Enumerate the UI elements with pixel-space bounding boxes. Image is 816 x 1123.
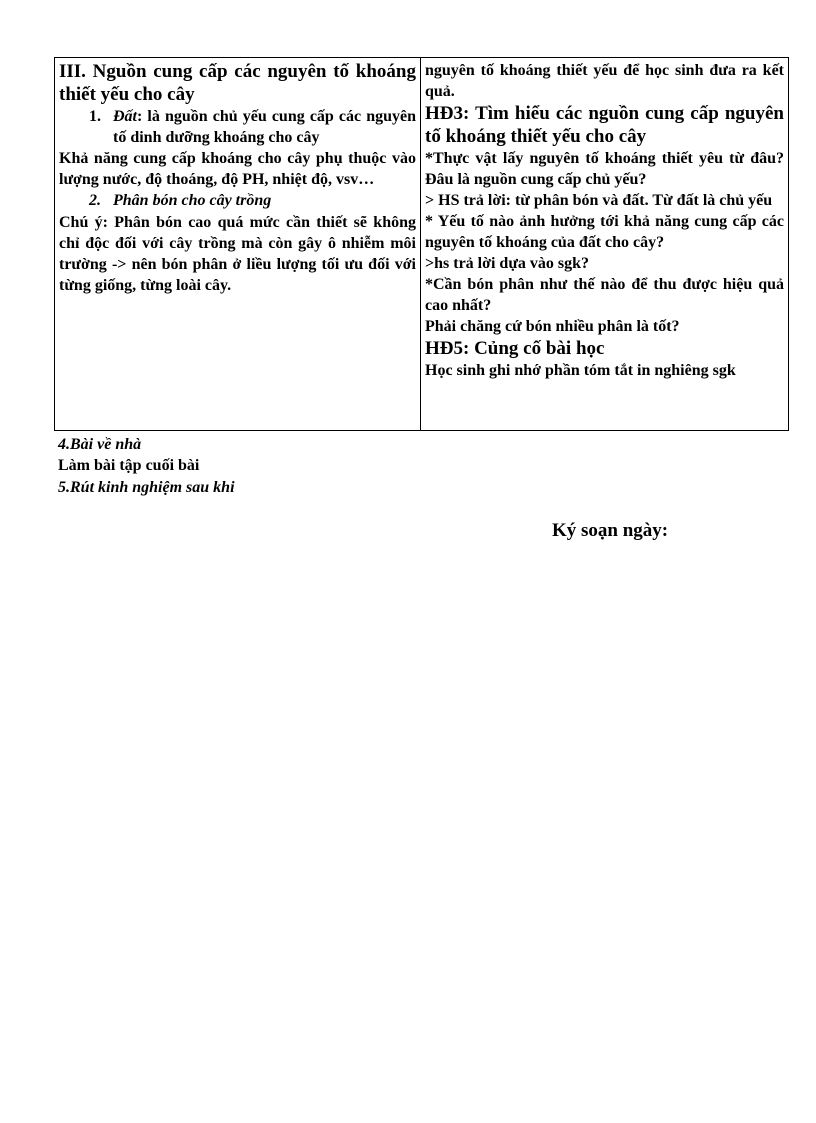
continued-line: nguyên tố khoáng thiết yếu để học sinh đưa ra kết quả.	[425, 62, 784, 100]
item-number: 1.	[89, 108, 101, 125]
item-phan-bon	[89, 190, 416, 212]
answer-1: > HS trả lời: từ phân bón và đất. Từ đất là chủ yếu	[425, 192, 773, 209]
signature-date-label: Ký soạn ngày:	[552, 520, 669, 541]
summary-line: Học sinh ghi nhớ phần tóm tắt in nghiêng sgk	[425, 362, 736, 379]
question-3: *Cần bón phân như thế nào để thu được hiệu quả cao nhất?	[425, 276, 784, 314]
note-paragraph: Chú ý: Phân bón cao quá mức cần thiết sẽ không chỉ độc đối với cây trồng mà còn gây ô nhiễm môi trường -> nên bón phân ở liều lượng tối ưu đối với từng giống, từng loài cây.	[59, 214, 416, 294]
activity-heading-hd5: HĐ5: Củng cố bài học	[425, 338, 605, 359]
question-2: * Yếu tố nào ảnh hưởng tới khả năng cung cấp các nguyên tố khoáng của đất cho cây?	[425, 213, 784, 251]
section-heading: III. Nguồn cung cấp các nguyên tố khoáng thiết yếu cho cây	[59, 61, 416, 105]
experience-title: 5.Rút kinh nghiệm sau khi	[58, 479, 235, 496]
right-column-cell	[421, 58, 789, 431]
homework-text: Làm bài tập cuối bài	[58, 457, 200, 474]
item-dat	[89, 106, 416, 148]
question-4: Phải chăng cứ bón nhiều phân là tốt?	[425, 318, 680, 335]
item-number: 2.	[89, 192, 101, 209]
item-text: : là nguồn chủ yếu cung cấp các nguyên tố dinh dưỡng khoáng cho cây	[113, 108, 416, 146]
question-1: *Thực vật lấy nguyên tố khoáng thiết yêu từ đâu? Đâu là nguồn cung cấp chủ yếu?	[425, 150, 784, 188]
answer-2: >hs trả lời dựa vào sgk?	[425, 255, 590, 272]
table-row	[55, 58, 789, 431]
activity-heading-hd3: HĐ3: Tìm hiểu các nguồn cung cấp nguyên tố khoáng thiết yếu cho cây	[425, 103, 784, 147]
item-term: Đất	[113, 108, 137, 125]
left-column-cell	[55, 58, 421, 431]
homework-title: 4.Bài về nhà	[58, 436, 142, 453]
item-text: Phân bón cho cây trồng	[113, 192, 272, 209]
paragraph-capacity: Khả năng cung cấp khoáng cho cây phụ thuộc vào lượng nước, độ thoáng, độ PH, nhiệt độ, vsv…	[59, 150, 416, 188]
lesson-table	[54, 57, 789, 431]
